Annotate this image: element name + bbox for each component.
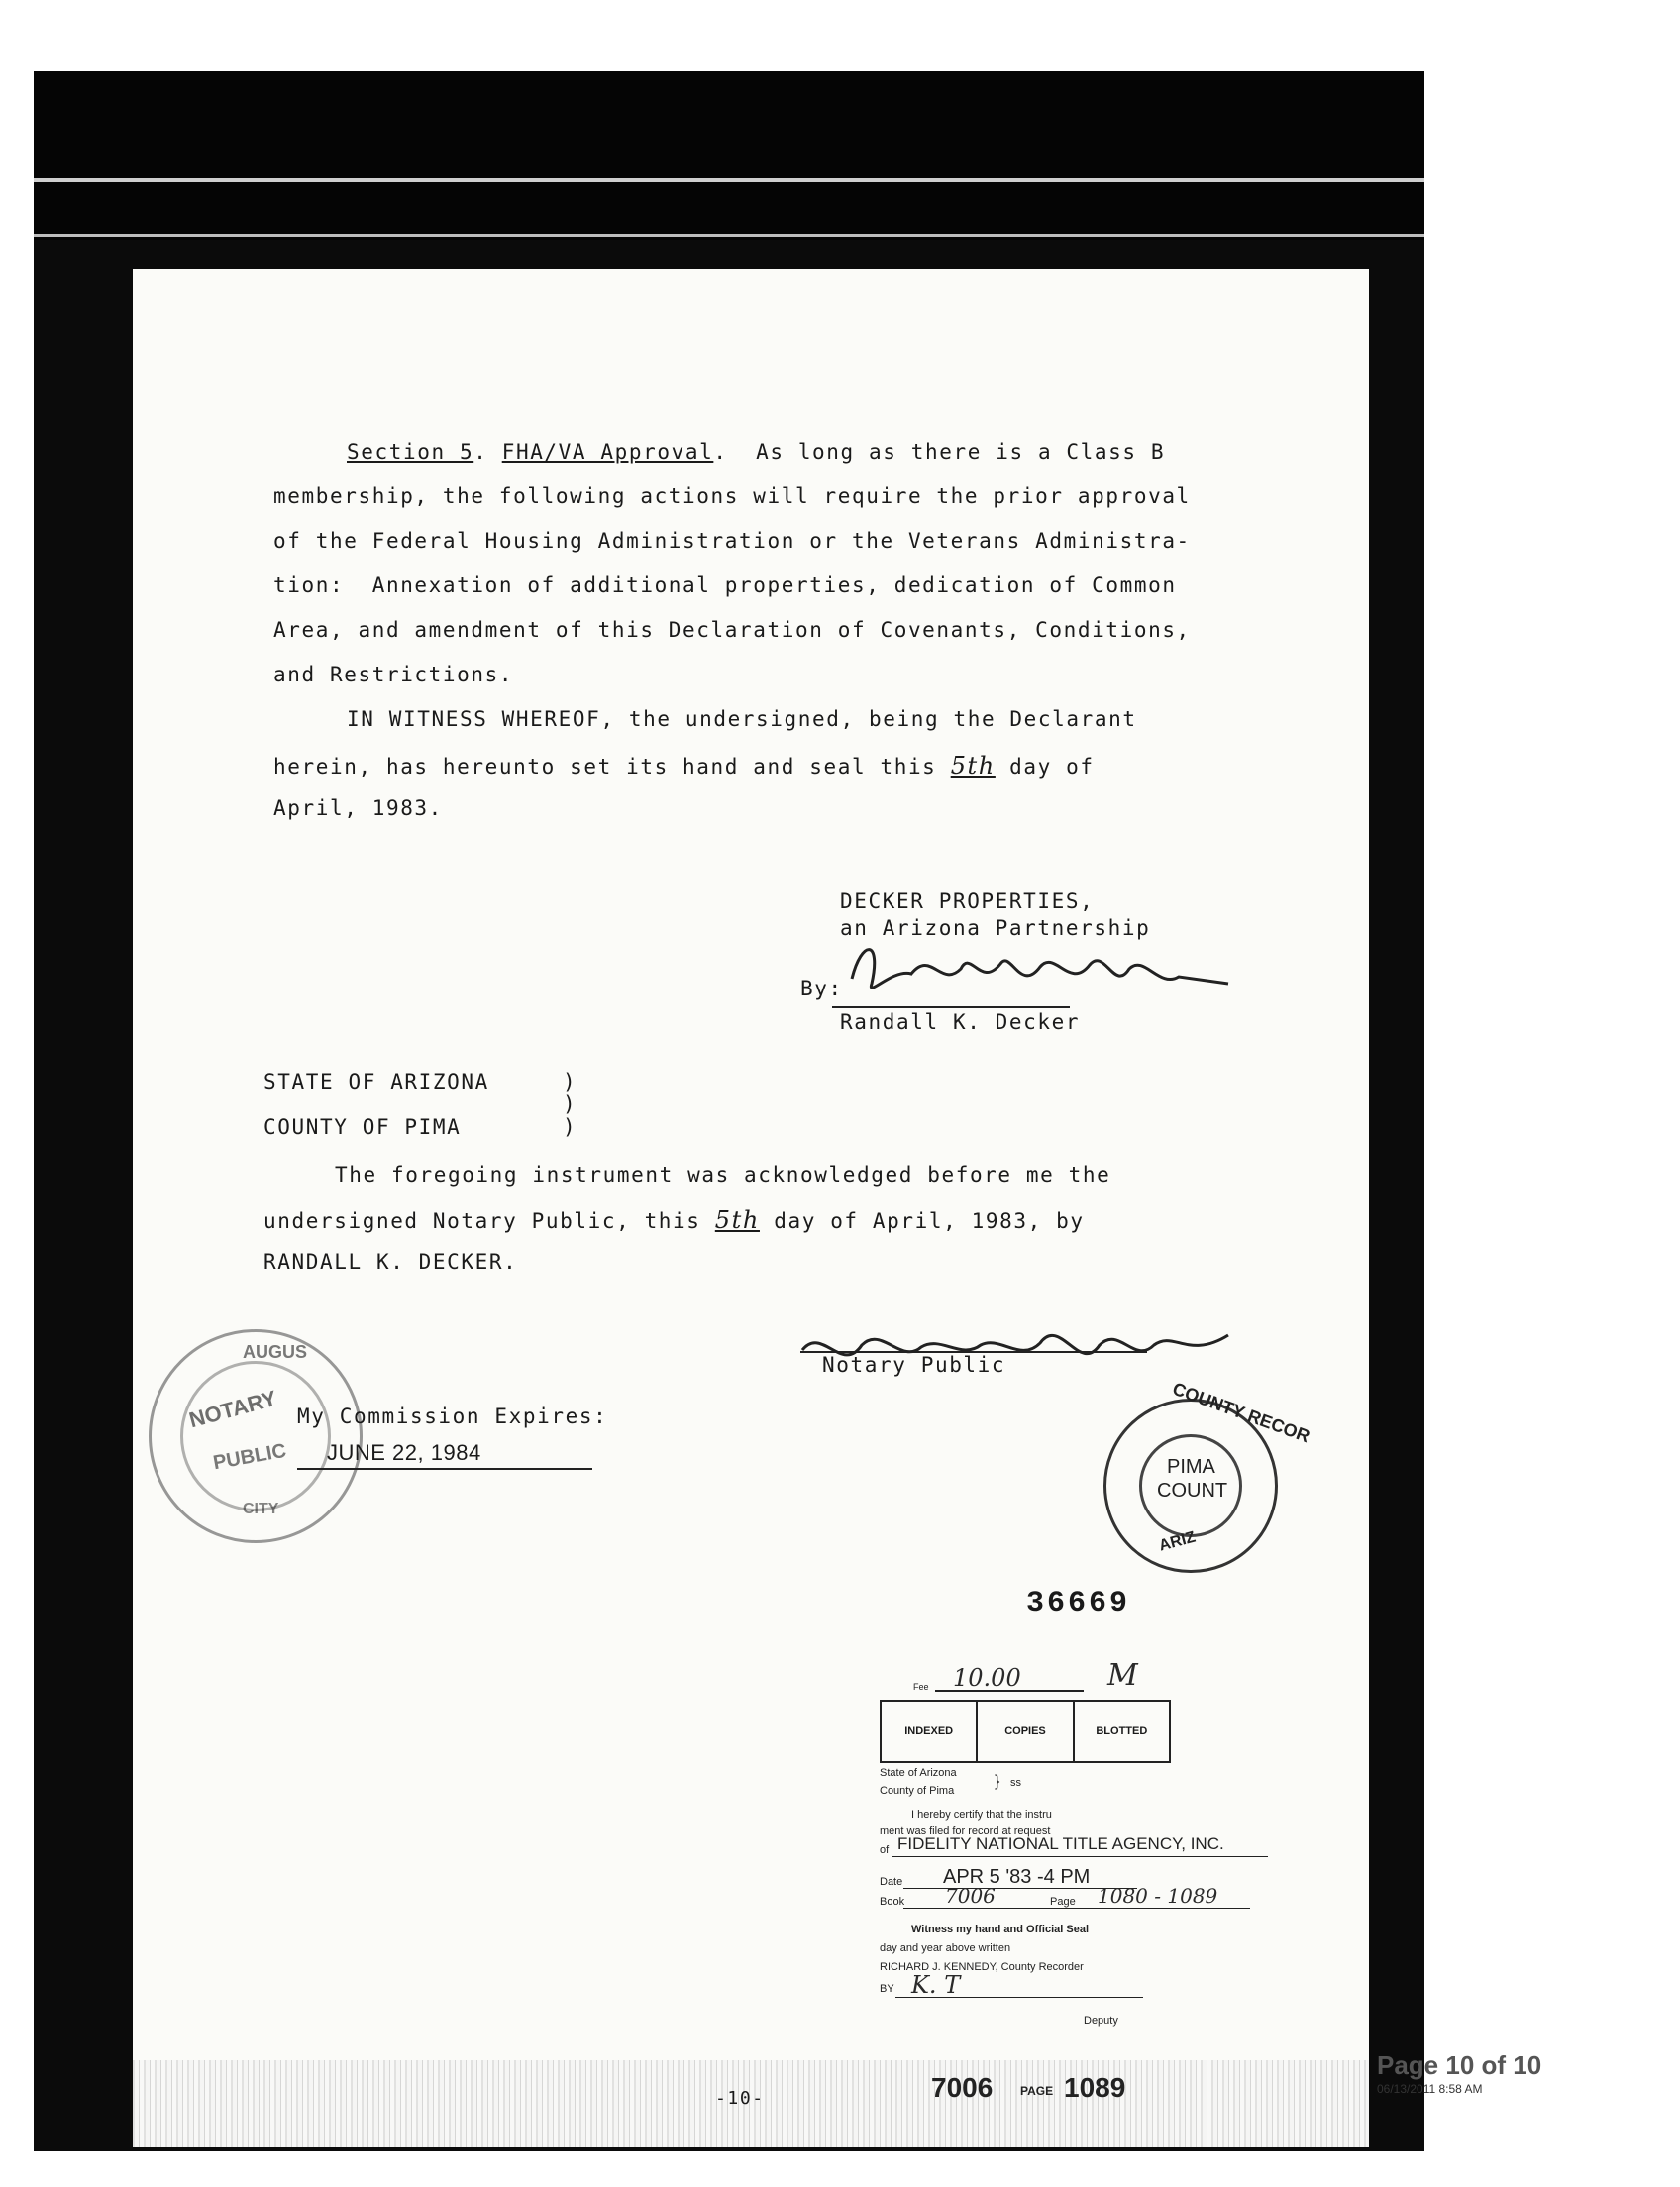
cert-text: I hereby certify that the instru	[911, 1809, 1052, 1821]
fee-label: Fee	[913, 1682, 929, 1692]
recorder-seal-text: ARIZ	[1157, 1528, 1198, 1555]
page-stamp-label: PAGE	[1020, 2084, 1054, 2098]
body-line	[273, 754, 1095, 778]
acknowledgment-line: The foregoing instrument was acknowledged before me the	[335, 1163, 1111, 1187]
body-text: day of April, 1983, by	[774, 1209, 1085, 1233]
cert-recorder: RICHARD J. KENNEDY, County Recorder	[880, 1961, 1084, 1973]
commission-label: My Commission Expires:	[297, 1405, 608, 1428]
by-label: By:	[800, 977, 843, 1000]
cert-deputy: Deputy	[1084, 2015, 1118, 2027]
cert-brace: }	[995, 1773, 1000, 1790]
page-number: -10-	[715, 2088, 765, 2109]
cert-of-label: of	[880, 1844, 890, 1856]
company-type: an Arizona Partnership	[840, 916, 1151, 940]
cert-by-label: BY	[880, 1983, 894, 1995]
fee-value: 10.00	[953, 1664, 1021, 1692]
cert-agency: FIDELITY NATIONAL TITLE AGENCY, INC.	[897, 1834, 1224, 1853]
venue-county: COUNTY OF PIMA	[263, 1115, 462, 1139]
signature-line	[832, 1006, 1070, 1008]
recording-number: 36669	[1026, 1587, 1131, 1620]
cert-state: State of Arizona	[880, 1767, 957, 1779]
body-text: day of	[1009, 755, 1095, 779]
cert-witness: day and year above written	[880, 1942, 1011, 1954]
acknowledgment-line	[263, 1208, 1085, 1232]
body-text: undersigned Notary Public, this	[263, 1209, 701, 1233]
fee-mark: M	[1107, 1658, 1138, 1693]
venue-paren: )	[563, 1070, 578, 1094]
index-column: INDEXED	[882, 1702, 978, 1761]
index-column: BLOTTED	[1096, 1725, 1148, 1737]
body-line: and Restrictions.	[273, 663, 514, 686]
cert-date-label: Date	[880, 1876, 903, 1888]
book-stamp: 7006	[931, 2072, 994, 2103]
separator: .	[473, 440, 502, 464]
cert-book-value: 7006	[945, 1884, 996, 1908]
seal-text: PUBLIC	[211, 1439, 288, 1475]
recorder-seal-text: COUNTY RECOR	[1170, 1378, 1312, 1447]
company-name: DECKER PROPERTIES,	[840, 889, 1095, 913]
venue-paren: )	[563, 1093, 578, 1116]
recorder-seal-text: COUNT	[1157, 1480, 1228, 1502]
body-line: of the Federal Housing Administration or the Veterans Administra-	[273, 529, 1191, 553]
notary-title: Notary Public	[822, 1353, 1006, 1377]
body-line: membership, the following actions will require the prior approval	[273, 484, 1191, 508]
cert-county: County of Pima	[880, 1785, 955, 1797]
body-text: herein, has hereunto set its hand and seal this	[273, 755, 937, 779]
body-line: IN WITNESS WHEREOF, the undersigned, being the Declarant	[347, 707, 1137, 731]
scan-rule	[34, 178, 1424, 182]
viewer-timestamp: 06/13/2011 8:58 AM	[1377, 2082, 1483, 2096]
body-line: Area, and amendment of this Declaration of Covenants, Conditions,	[273, 618, 1191, 642]
seal-text: CITY	[243, 1501, 279, 1517]
cert-date-value: APR 5 '83 -4 PM	[943, 1866, 1091, 1888]
commission-line	[297, 1468, 592, 1470]
venue-paren: )	[563, 1115, 578, 1139]
cert-page-value: 1080 - 1089	[1098, 1884, 1218, 1908]
body-line: April, 1983.	[273, 796, 443, 820]
scan-rule	[34, 234, 1424, 237]
seal-text: NOTARY	[186, 1385, 280, 1433]
index-box	[880, 1700, 1171, 1763]
section-heading: FHA/VA Approval	[501, 440, 714, 464]
handwritten-day: 5th	[950, 752, 996, 780]
page-stamp: 1089	[1064, 2072, 1126, 2103]
handwritten-day: 5th	[714, 1206, 760, 1234]
recorder-seal-text: PIMA	[1167, 1456, 1215, 1478]
cert-line	[895, 1997, 1143, 1998]
cert-text: ment was filed for record at request	[880, 1825, 1051, 1837]
declarant-signature	[832, 929, 1248, 1008]
scan-top-band	[34, 71, 1424, 240]
body-text: . As long as there is a Class B	[713, 440, 1166, 464]
cert-book-label: Book	[880, 1896, 905, 1908]
viewer-page-indicator: Page 10 of 10	[1377, 2050, 1542, 2080]
cert-line	[892, 1856, 1268, 1857]
section-number: Section 5	[347, 440, 474, 464]
cert-witness: Witness my hand and Official Seal	[911, 1924, 1090, 1935]
venue-state: STATE OF ARIZONA	[263, 1070, 489, 1094]
cert-by-value: K. T	[911, 1971, 961, 1999]
commission-date: JUNE 22, 1984	[327, 1440, 481, 1465]
body-line	[347, 442, 1165, 463]
index-column: COPIES	[978, 1702, 1074, 1761]
fee-line	[935, 1690, 1084, 1692]
seal-text: AUGUS	[243, 1342, 308, 1362]
cert-line	[903, 1908, 1250, 1909]
cert-ss: ss	[1010, 1777, 1021, 1789]
body-line: tion: Annexation of additional properties, dedication of Common	[273, 573, 1177, 597]
notary-seal-inner	[180, 1361, 331, 1511]
cert-page-label: Page	[1050, 1896, 1076, 1908]
signer-name: Randall K. Decker	[840, 1010, 1081, 1034]
acknowledgment-line: RANDALL K. DECKER.	[263, 1250, 518, 1274]
